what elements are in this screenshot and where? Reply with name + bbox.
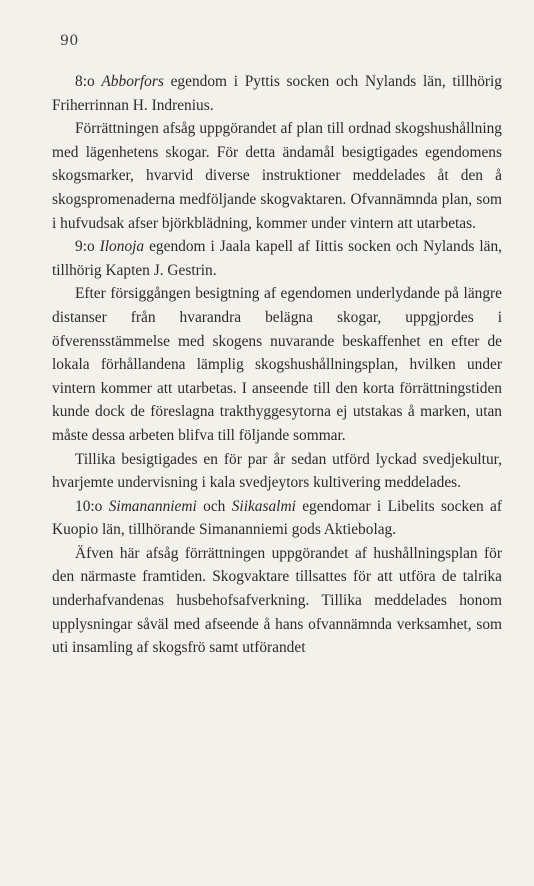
paragraph xyxy=(52,70,502,117)
paragraph xyxy=(52,117,502,235)
paragraph-text: egendomar i Libelits socken af Kuopio län, tillhörande Simananniemi gods Aktiebolag. xyxy=(52,497,502,539)
paragraph xyxy=(52,448,502,495)
paragraph xyxy=(52,495,502,542)
item-number: 9:o xyxy=(75,238,100,256)
estate-name: Abborfors xyxy=(101,73,164,90)
item-number: 10:o xyxy=(75,497,109,515)
paragraph xyxy=(52,542,502,660)
estate-name: Simananniemi xyxy=(108,497,197,515)
item-number: 8:o xyxy=(75,73,102,90)
paragraph-text: Äfven här afsåg förrättningen uppgörandet af hushållningsplan för den närmaste framtiden. Skogvaktare tillsattes för att utföra de talrika underhafvandenas husbehofsafverkning. Tillika meddelades honom upplysningar såväl med afseende å hans ofvannämnda verksamhet, som uti insamling af skogsfrö samt utförandet xyxy=(52,544,502,657)
paragraph-text: egendom i Jaala kapell af Iittis socken och Nylands län, tillhörig Kapten J. Gestrin. xyxy=(52,238,503,279)
paragraph-text: och xyxy=(196,497,232,515)
paragraph-text: egendom i Pyttis socken och Nylands län, tillhörig Friherrinnan H. Indrenius. xyxy=(52,73,502,114)
estate-name: Ilonoja xyxy=(99,238,145,256)
estate-name: Siikasalmi xyxy=(231,497,296,515)
body-text xyxy=(52,70,502,660)
paragraph-text: Förrättningen afsåg uppgörandet af plan till ordnad skogshushållning med lägenhetens skogar. För detta ändamål besigtigades egendomens skogsmarker, hvarvid diverse instruktioner meddelades åt den å skogspromenaderna medföljande skogvaktaren. Ofvannämnda plan, som i hufvudsak afser björkblädning, kommer under vintern att utarbetas. xyxy=(52,120,502,232)
paragraph-text: Efter försiggången besigtning af egendomen underlydande på längre distanser från hvarandra belägna skogar, uppgjordes i öfverensstämmelse med skogens nuvarande beskaffenhet en efter de lokala förhållandena lämplig skogshushållningsplan, hvilken under vintern kommer att utarbetas. I anseende till den korta förrättningstiden kunde dock de föreslagna trakthyggesytorna ej utstakas å marken, utan måste dessa arbeten blifva till följande sommar. xyxy=(52,285,502,444)
paragraph xyxy=(52,282,502,447)
page-number: 90 xyxy=(60,33,79,49)
paragraph-text: Tillika besigtigades en för par år sedan utförd lyckad svedjekultur, hvarjemte undervisning i kala svedjeytors kultivering meddelades. xyxy=(52,450,502,492)
paragraph xyxy=(52,235,502,282)
